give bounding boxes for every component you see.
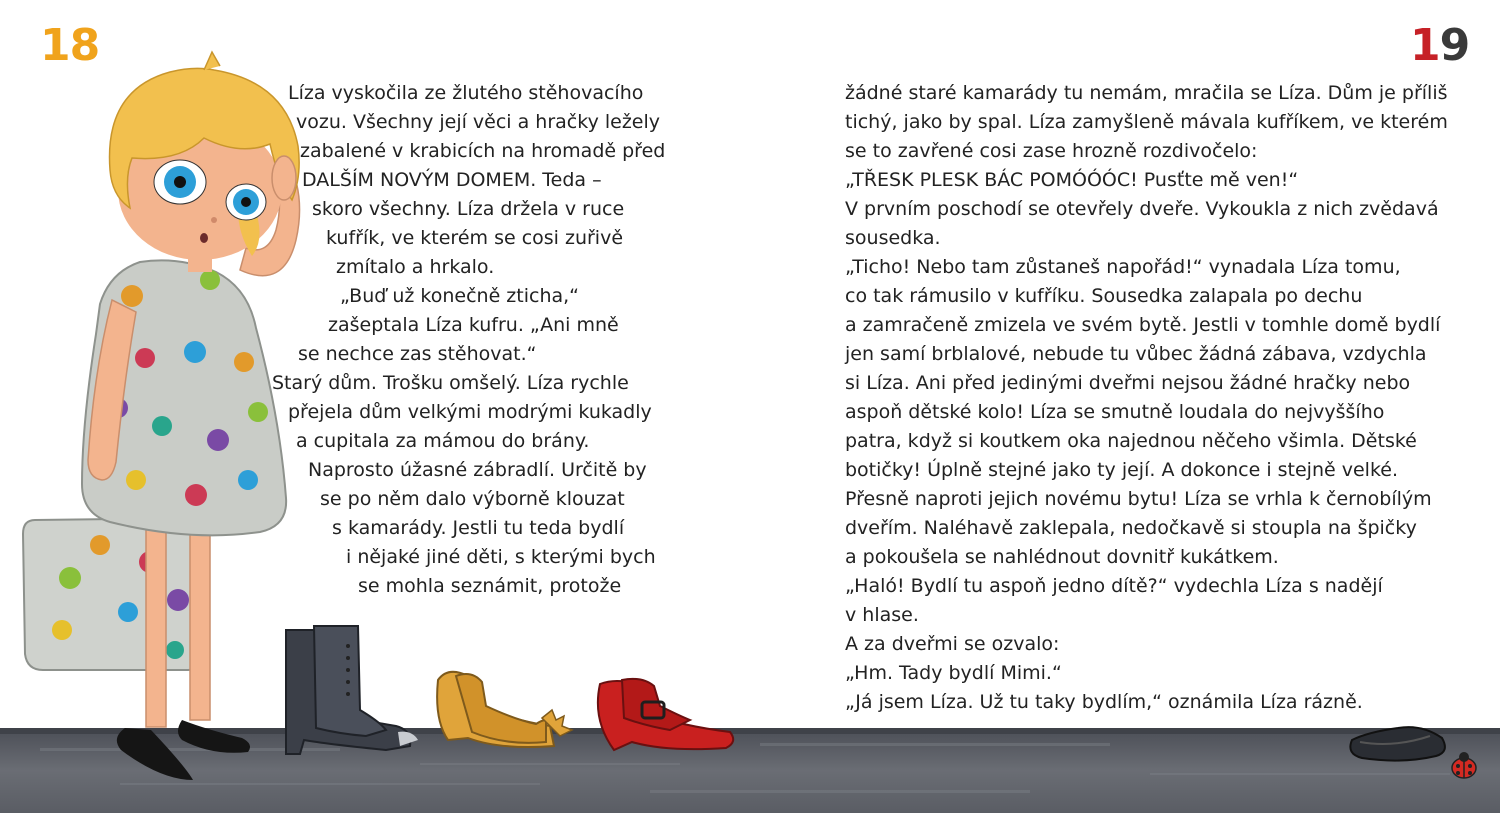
black-boots bbox=[286, 626, 418, 754]
left-text-line: se po něm dalo výborně klouzat bbox=[320, 488, 625, 510]
left-text-line: „Buď už konečně zticha,“ bbox=[340, 285, 580, 307]
right-text-line: V prvním poschodí se otevřely dveře. Vykoukla z nich zvědavá bbox=[845, 198, 1439, 220]
right-text-line: si Líza. Ani před jedinými dveřmi nejsou žádné hračky nebo bbox=[845, 372, 1411, 394]
right-text-line: „Ticho! Nebo tam zůstaneš napořád!“ vynadala Líza tomu, bbox=[845, 256, 1401, 278]
right-text-line: v hlase. bbox=[845, 604, 919, 626]
left-text-line: Naprosto úžasné zábradlí. Určitě by bbox=[308, 459, 647, 481]
page-number-right-digit-1: 1 bbox=[1410, 20, 1440, 71]
left-text-line: přejela dům velkými modrými kukadly bbox=[288, 401, 652, 423]
right-text-line: patra, když si koutkem oka najednou něčeho všimla. Dětské bbox=[845, 430, 1417, 452]
right-text-line: a pokoušela se nahlédnout dovnitř kukátkem. bbox=[845, 546, 1279, 568]
right-text-line: žádné staré kamarády tu nemám, mračila se Líza. Dům je příliš bbox=[845, 82, 1448, 104]
left-text-line: zmítalo a hrkalo. bbox=[336, 256, 495, 278]
right-text-line: Přesně naproti jejich novému bytu! Líza se vrhla k černobílým bbox=[845, 488, 1432, 510]
left-text-line: Líza vyskočila ze žlutého stěhovacího bbox=[288, 82, 644, 104]
right-text-line: tichý, jako by spal. Líza zamyšleně mávala kufříkem, ve kterém bbox=[845, 111, 1448, 133]
left-text-line: a cupitala za mámou do brány. bbox=[296, 430, 590, 452]
right-text-line: „Já jsem Líza. Už tu taky bydlím,“ oznámila Líza rázně. bbox=[845, 691, 1363, 713]
yellow-shoes bbox=[437, 672, 572, 747]
right-text-line: A za dveřmi se ozvalo: bbox=[845, 633, 1060, 655]
left-text-line: se nechce zas stěhovat.“ bbox=[298, 343, 537, 365]
left-text-line: s kamarády. Jestli tu teda bydlí bbox=[332, 517, 625, 539]
right-text-line: jen samí brblalové, nebude tu vůbec žádná zábava, vzdychla bbox=[845, 343, 1427, 365]
page-number-left-digit-2: 8 bbox=[69, 20, 100, 71]
right-text-line: aspoň dětské kolo! Líza se smutně loudala do nejvyššího bbox=[845, 401, 1385, 423]
red-shoes bbox=[598, 679, 733, 750]
page-number-right bbox=[1410, 20, 1469, 71]
ladybug-icon bbox=[1452, 752, 1476, 778]
left-text-line: DALŠÍM NOVÝM DOMEM. Teda – bbox=[302, 169, 602, 191]
right-text-line: „Haló! Bydlí tu aspoň jedno dítě?“ vydechla Líza s nadějí bbox=[845, 575, 1383, 597]
left-text-line: vozu. Všechny její věci a hračky ležely bbox=[296, 111, 661, 133]
right-text-line: „Hm. Tady bydlí Mimi.“ bbox=[845, 662, 1062, 684]
left-text-line: i nějaké jiné děti, s kterými bych bbox=[346, 546, 656, 568]
right-text-line: botičky! Úplně stejné jako ty její. A dokonce i stejně velké. bbox=[845, 459, 1399, 481]
right-text-line: sousedka. bbox=[845, 227, 941, 249]
page-number-right-digit-2: 9 bbox=[1439, 20, 1470, 71]
right-text-line: dveřím. Naléhavě zaklepala, nedočkavě si stoupla na špičky bbox=[845, 517, 1417, 539]
left-text-line: se mohla seznámit, protože bbox=[358, 575, 622, 597]
left-text-line: skoro všechny. Líza držela v ruce bbox=[312, 198, 625, 220]
right-text-line: „TŘESK PLESK BÁC POMÓÓÓC! Pusťte mě ven!“ bbox=[845, 169, 1299, 191]
right-page-text bbox=[845, 79, 1448, 717]
left-text-line: kufřík, ve kterém se cosi zuřivě bbox=[326, 227, 624, 249]
left-text-line: zabalené v krabicích na hromadě před bbox=[300, 140, 666, 162]
left-text-line: Starý dům. Trošku omšelý. Líza rychle bbox=[272, 372, 629, 394]
right-text-line: co tak rámusilo v kufříku. Sousedka zalapala po dechu bbox=[845, 285, 1363, 307]
right-text-line: se to zavřené cosi zase hrozně rozdivočelo: bbox=[845, 140, 1258, 162]
left-text-line: zašeptala Líza kufru. „Ani mně bbox=[328, 314, 619, 336]
right-text-line: a zamračeně zmizela ve svém bytě. Jestli v tomhle domě bydlí bbox=[845, 314, 1441, 336]
page-number-left-digit-1: 1 bbox=[40, 20, 70, 71]
